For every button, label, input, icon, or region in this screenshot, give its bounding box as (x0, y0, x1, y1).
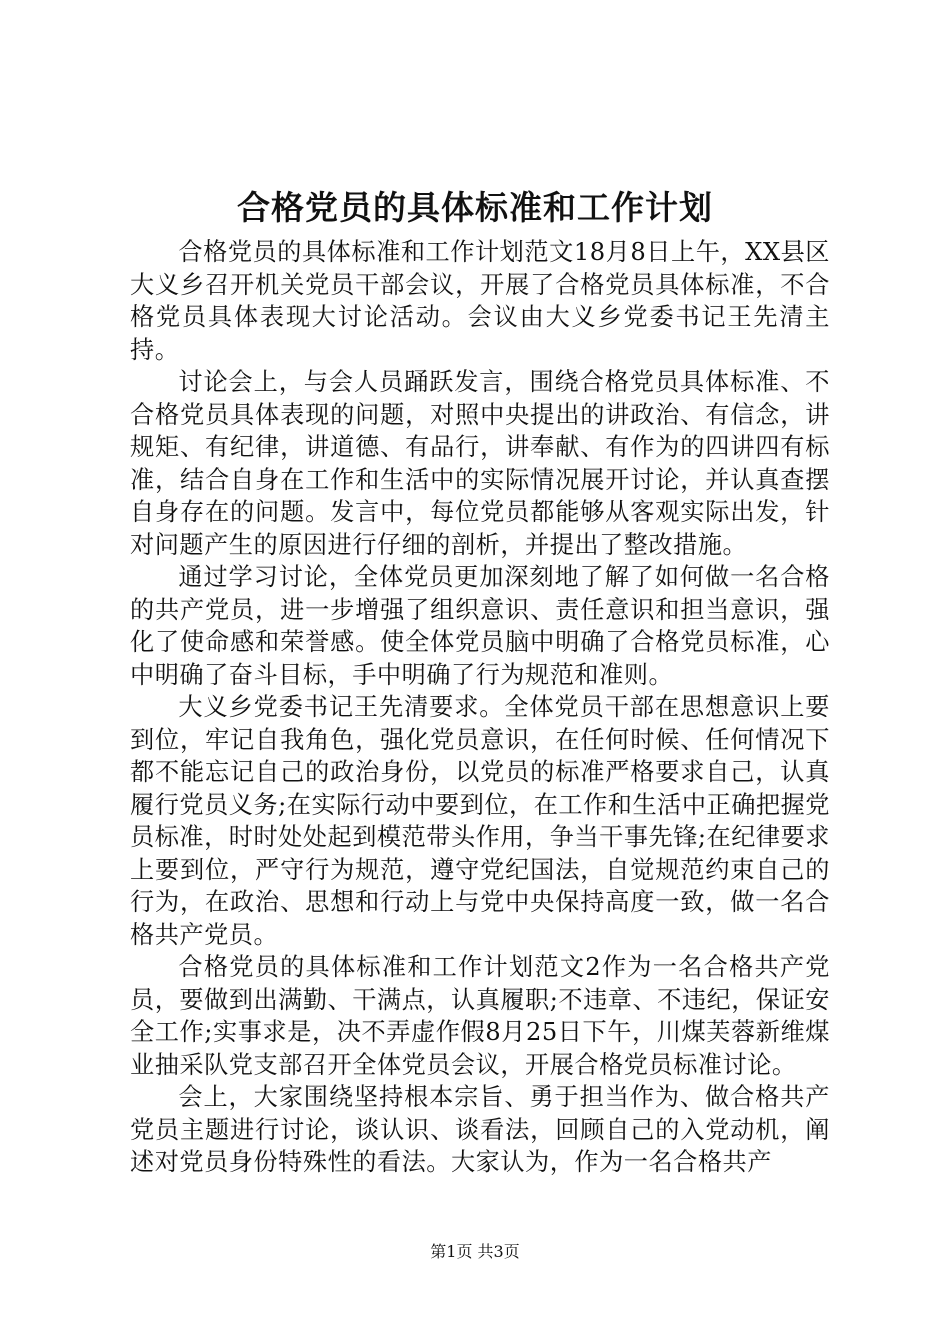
paragraph: 合格党员的具体标准和工作计划范文2作为一名合格共产党员，要做到出满勤、干满点，认真履职;不违章、不违纪，保证安全工作;实事求是，决不弄虚作假8月25日下午，川煤芙蓉新维煤业抽采队党支部召开全体党员会议，开展合格党员标准讨论。 (130, 953, 830, 1079)
paragraph: 大义乡党委书记王先清要求。全体党员干部在思想意识上要到位，牢记自我角色，强化党员意识，在任何时候、任何情况下都不能忘记自己的政治身份，以党员的标准严格要求自己，认真履行党员义务;在实际行动中要到位，在工作和生活中正确把握党员标准，时时处处起到模范带头作用，争当干事先锋;在纪律要求上要到位，严守行为规范，遵守党纪国法，自觉规范约束自己的行为，在政治、思想和行动上与党中央保持高度一致，做一名合格共产党员。 (130, 693, 830, 949)
page-footer: 第1页 共3页 (430, 1242, 520, 1261)
paragraph: 合格党员的具体标准和工作计划范文18月8日上午，XX县区大义乡召开机关党员干部会议，开展了合格党员具体标准，不合格党员具体表现大讨论活动。会议由大义乡党委书记王先清主持。 (130, 238, 830, 364)
document-title: 合格党员的具体标准和工作计划 (237, 188, 713, 227)
paragraph: 通过学习讨论，全体党员更加深刻地了解了如何做一名合格的共产党员，进一步增强了组织意识、责任意识和担当意识，强化了使命感和荣誉感。使全体党员脑中明确了合格党员标准，心中明确了奋斗目标，手中明确了行为规范和准则。 (130, 563, 830, 689)
paragraph: 讨论会上，与会人员踊跃发言，围绕合格党员具体标准、不合格党员具体表现的问题，对照中央提出的讲政治、有信念，讲规矩、有纪律，讲道德、有品行，讲奉献、有作为的四讲四有标准，结合自身在工作和生活中的实际情况展开讨论，并认真查摆自身存在的问题。发言中，每位党员都能够从客观实际出发，针对问题产生的原因进行仔细的剖析，并提出了整改措施。 (130, 368, 830, 559)
document-body (130, 236, 830, 1179)
paragraph: 会上，大家围绕坚持根本宗旨、勇于担当作为、做合格共产党员主题进行讨论，谈认识、谈看法，回顾自己的入党动机，阐述对党员身份特殊性的看法。大家认为，作为一名合格共产 (130, 1083, 830, 1176)
